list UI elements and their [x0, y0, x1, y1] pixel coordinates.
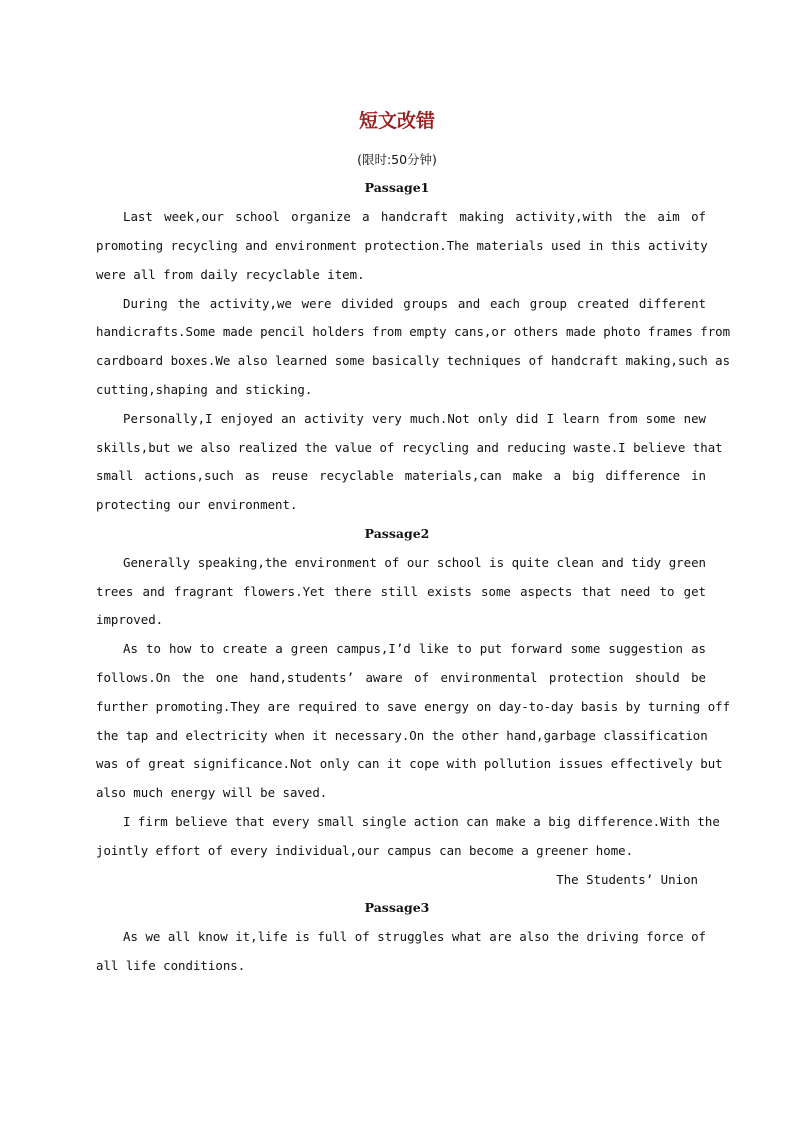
text-line: cardboard boxes.We also learned some basically techniques of handcraft making,such as	[96, 353, 731, 368]
text-line: also much energy will be saved.	[96, 785, 328, 800]
text-line: As we all know it,life is full of struggles what are also the driving force of	[123, 929, 706, 944]
text-line: skills,but we also realized the value of recycling and reducing waste.I believe that	[96, 440, 723, 455]
text-line: were all from daily recyclable item.	[96, 267, 365, 282]
text-line: Generally speaking,the environment of our school is quite clean and tidy green	[123, 555, 706, 570]
passage-heading: Passage1	[364, 180, 430, 195]
text-line: small actions,such as reuse recyclable materials,can make a big difference in	[96, 468, 706, 483]
text-line: further promoting.They are required to save energy on day-to-day basis by turning off	[96, 699, 731, 714]
text-line: trees and fragrant flowers.Yet there still exists some aspects that need to get	[96, 584, 706, 599]
text-line: cutting,shaping and sticking.	[96, 382, 313, 397]
time-limit: (限时:50分钟)	[357, 152, 437, 167]
text-line: handicrafts.Some made pencil holders from empty cans,or others made photo frames from	[96, 324, 731, 339]
text-line: all life conditions.	[96, 958, 246, 973]
text-line: As to how to create a green campus,I’d like to put forward some suggestion as	[123, 641, 706, 656]
page-title: 短文改错	[358, 110, 435, 132]
text-line: Last week,our school organize a handcraft making activity,with the aim of	[123, 209, 706, 224]
passage-heading: Passage3	[364, 900, 430, 915]
text-line: the tap and electricity when it necessary.On the other hand,garbage classification	[96, 728, 708, 743]
text-line: Personally,I enjoyed an activity very much.Not only did I learn from some new	[123, 411, 706, 426]
text-line: I firm believe that every small single action can make a big difference.With the	[123, 814, 720, 829]
text-line: improved.	[96, 612, 164, 627]
text-line: was of great significance.Not only can it cope with pollution issues effectively but	[96, 756, 723, 771]
text-line: jointly effort of every individual,our campus can become a greener home.	[96, 843, 634, 858]
text-line: protecting our environment.	[96, 497, 298, 512]
passage-heading: Passage2	[364, 526, 430, 541]
text-line: During the activity,we were divided groups and each group created different	[123, 296, 706, 311]
text-line: follows.On the one hand,students’ aware of environmental protection should be	[96, 670, 706, 685]
signature: The Students’ Union	[556, 872, 698, 887]
text-line: promoting recycling and environment protection.The materials used in this activity	[96, 238, 708, 253]
